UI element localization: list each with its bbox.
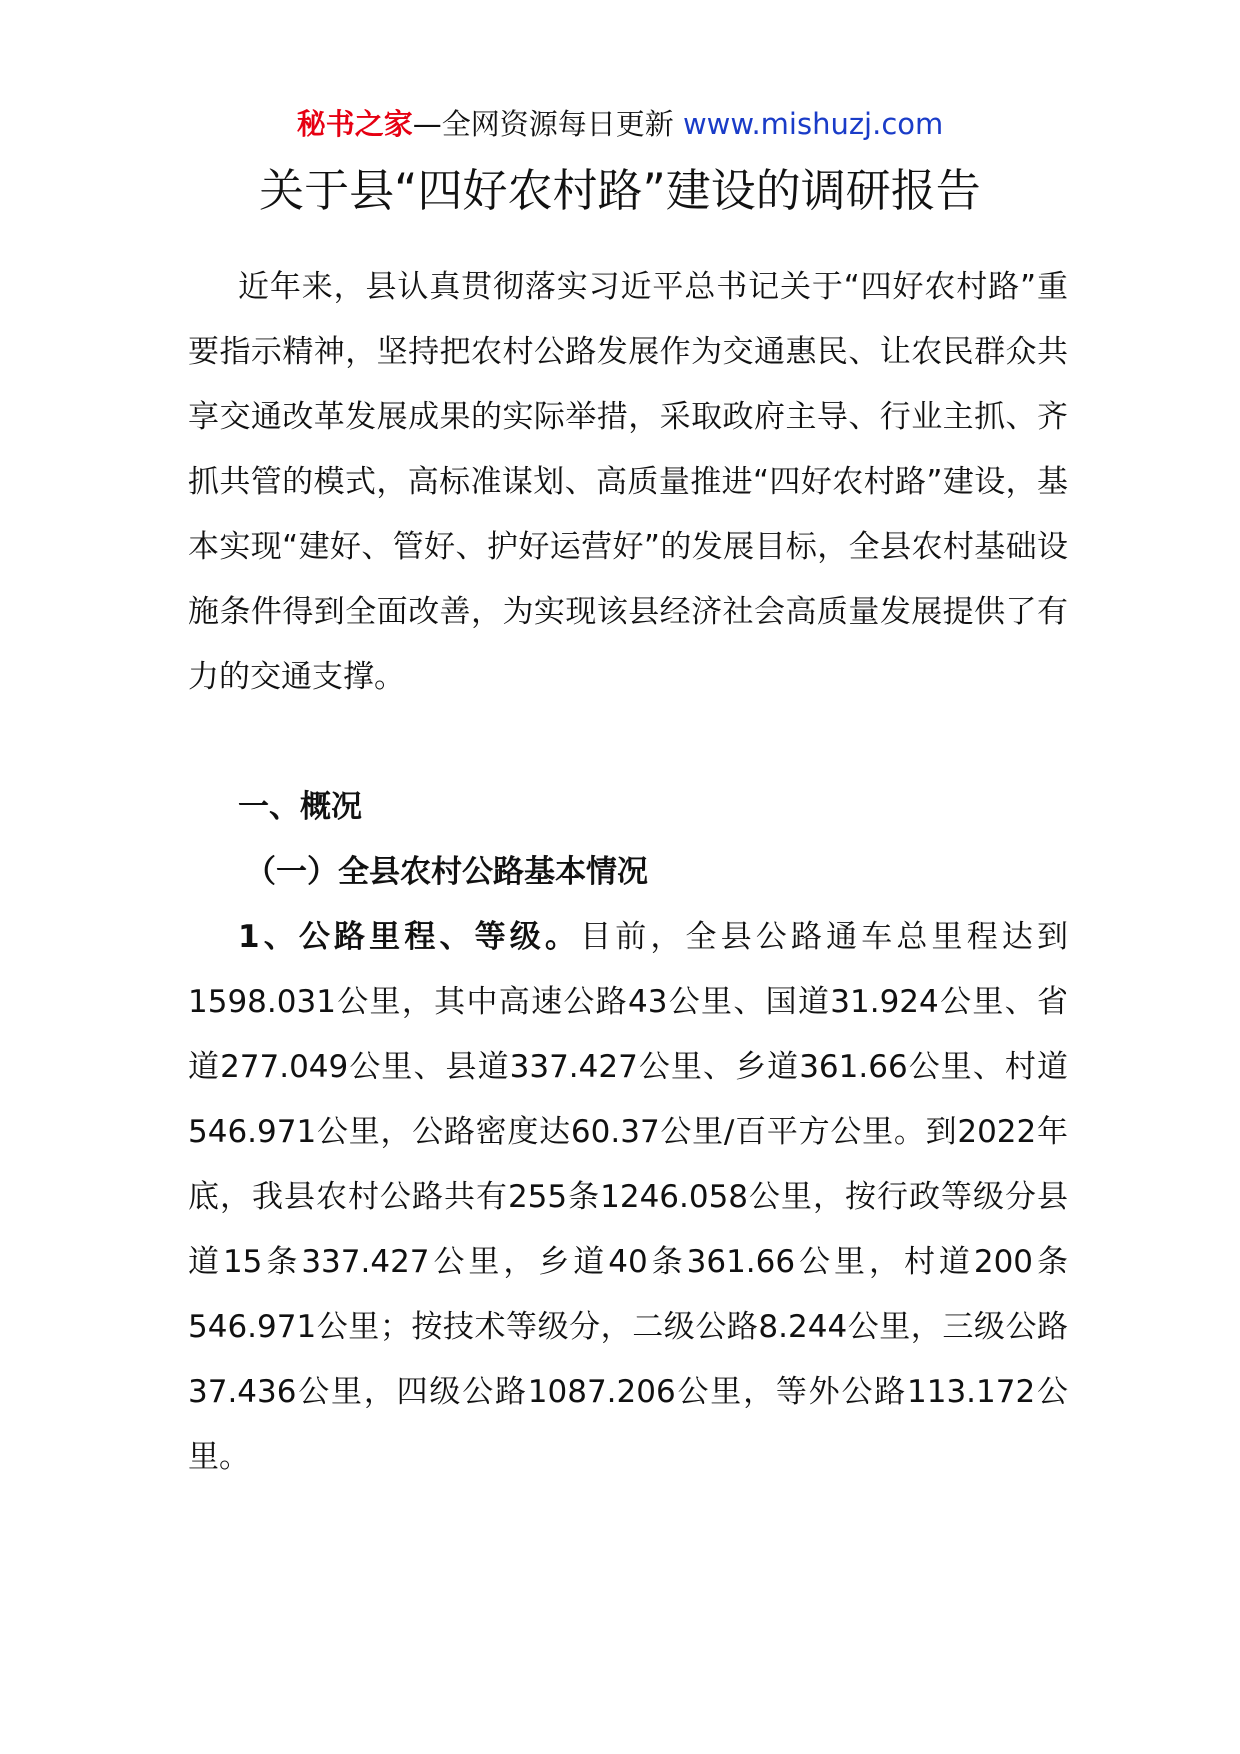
paragraph-body: 目前，全县公路通车总里程达到1598.031公里，其中高速公路43公里、国道31.924公里、省道277.049公里、县道337.427公里、乡道361.66公里、村道546.971公里，公路密度达60.37公里/百平方公里。到2022年底，我县农村公路共有255条1246.058公里，按行政等级分县道15条337.427公里，乡道40条361.66公里，村道200条546.971公里；按技术等级分，二级公路8.244公里，三级公路37.436公里，四级公路1087.206公里，等外公路113.172公里。 [188,919,1068,1475]
header-tagline: —全网资源每日更新 [412,107,683,141]
site-url-link[interactable]: www.mishuzj.com [682,107,944,141]
site-header [0,100,1240,148]
mileage-paragraph [188,905,1068,1490]
intro-paragraph: 近年来，县认真贯彻落实习近平总书记关于“四好农村路”重要指示精神，坚持把农村公路发展作为交通惠民、让农民群众共享交通改革发展成果的实际举措，采取政府主导、行业主抓、齐抓共管的模式，高标准谋划、高质量推进“四好农村路”建设，基本实现“建好、管好、护好运营好”的发展目标，全县农村基础设施条件得到全面改善，为实现该县经济社会高质量发展提供了有力的交通支撑。 [188,269,1068,695]
section-heading-overview: 一、概况 [238,789,362,825]
paragraph-lead: 1、公路里程、等级。 [238,919,581,955]
subsection-heading-basic-info: （一）全县农村公路基本情况 [245,854,648,890]
document-title: 关于县“四好农村路”建设的调研报告 [259,164,981,217]
brand-name: 秘书之家 [296,107,413,141]
